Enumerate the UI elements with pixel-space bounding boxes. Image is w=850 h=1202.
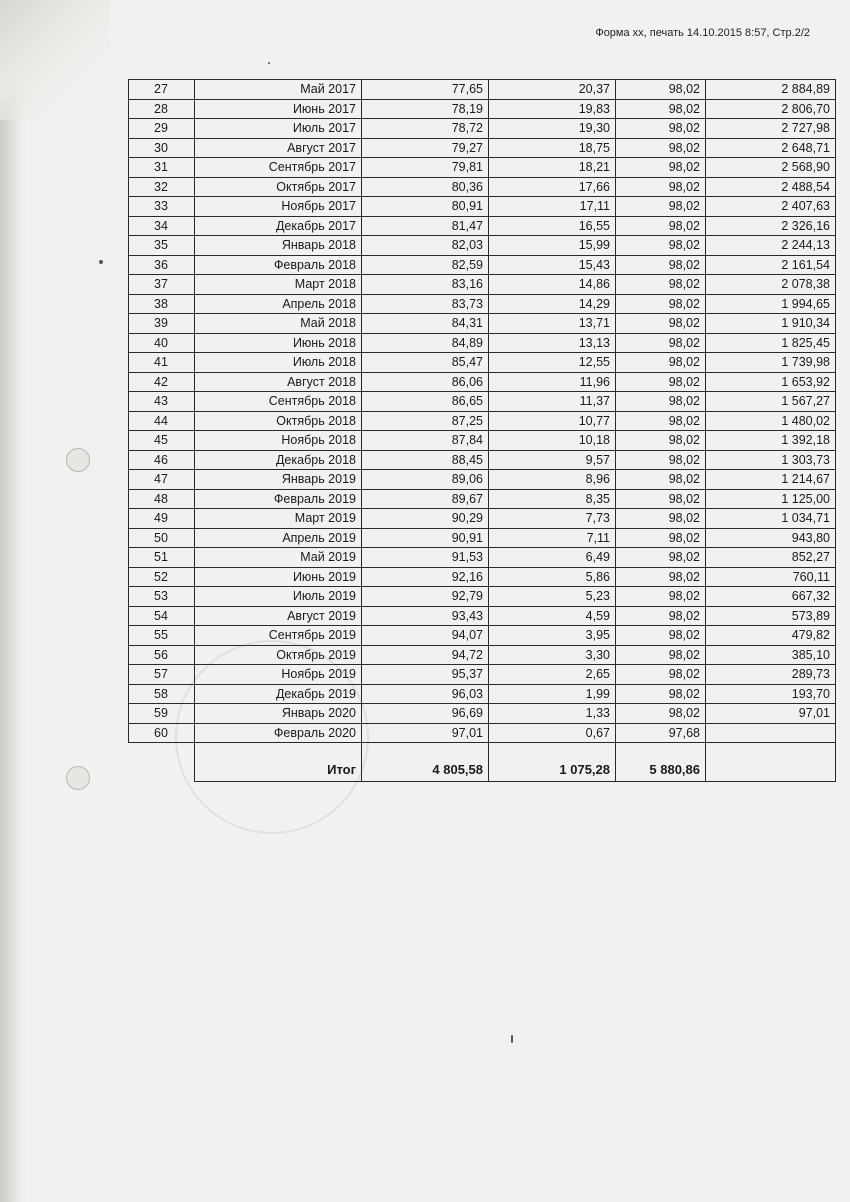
row-number-cell: 46 <box>129 450 195 470</box>
table-row <box>129 99 836 119</box>
payment-cell: 98,02 <box>616 567 706 587</box>
total-row <box>129 743 836 782</box>
balance-cell: 2 244,13 <box>706 236 836 256</box>
principal-cell: 92,16 <box>362 567 489 587</box>
interest-cell: 3,95 <box>489 626 616 646</box>
interest-cell: 9,57 <box>489 450 616 470</box>
principal-cell: 94,72 <box>362 645 489 665</box>
table-row <box>129 411 836 431</box>
principal-cell: 86,65 <box>362 392 489 412</box>
payment-cell: 98,02 <box>616 665 706 685</box>
month-cell: Январь 2020 <box>195 704 362 724</box>
payment-cell: 98,02 <box>616 158 706 178</box>
month-cell: Май 2018 <box>195 314 362 334</box>
interest-cell: 3,30 <box>489 645 616 665</box>
table-row <box>129 294 836 314</box>
table-row <box>129 567 836 587</box>
month-cell: Июль 2017 <box>195 119 362 139</box>
payment-cell: 98,02 <box>616 450 706 470</box>
table-row <box>129 626 836 646</box>
row-number-cell: 43 <box>129 392 195 412</box>
balance-cell <box>706 723 836 743</box>
interest-cell: 16,55 <box>489 216 616 236</box>
table-row <box>129 216 836 236</box>
table-row <box>129 314 836 334</box>
row-number-cell: 42 <box>129 372 195 392</box>
balance-cell: 573,89 <box>706 606 836 626</box>
principal-cell: 79,81 <box>362 158 489 178</box>
scan-speck <box>511 1035 513 1043</box>
payment-schedule-table <box>128 79 836 782</box>
month-cell: Февраль 2019 <box>195 489 362 509</box>
table-row <box>129 431 836 451</box>
row-number-cell: 39 <box>129 314 195 334</box>
balance-cell: 2 648,71 <box>706 138 836 158</box>
principal-cell: 77,65 <box>362 80 489 100</box>
table-row <box>129 723 836 743</box>
table-row <box>129 509 836 529</box>
row-number-cell: 44 <box>129 411 195 431</box>
interest-cell: 11,96 <box>489 372 616 392</box>
interest-cell: 19,83 <box>489 99 616 119</box>
month-cell: Ноябрь 2018 <box>195 431 362 451</box>
payment-cell: 98,02 <box>616 275 706 295</box>
row-number-cell: 55 <box>129 626 195 646</box>
payment-cell: 98,02 <box>616 314 706 334</box>
month-cell: Ноябрь 2019 <box>195 665 362 685</box>
row-number-cell: 29 <box>129 119 195 139</box>
payment-cell: 98,02 <box>616 216 706 236</box>
row-number-cell: 56 <box>129 645 195 665</box>
interest-cell: 14,86 <box>489 275 616 295</box>
interest-cell: 8,35 <box>489 489 616 509</box>
interest-cell: 5,23 <box>489 587 616 607</box>
interest-cell: 12,55 <box>489 353 616 373</box>
balance-cell: 2 884,89 <box>706 80 836 100</box>
payment-cell: 98,02 <box>616 431 706 451</box>
balance-cell: 2 568,90 <box>706 158 836 178</box>
month-cell: Июнь 2019 <box>195 567 362 587</box>
interest-cell: 20,37 <box>489 80 616 100</box>
payment-cell: 98,02 <box>616 606 706 626</box>
month-cell: Декабрь 2019 <box>195 684 362 704</box>
month-cell: Март 2019 <box>195 509 362 529</box>
month-cell: Сентябрь 2019 <box>195 626 362 646</box>
balance-cell: 2 407,63 <box>706 197 836 217</box>
row-number-cell: 27 <box>129 80 195 100</box>
total-payment: 5 880,86 <box>616 743 706 782</box>
row-number-cell: 59 <box>129 704 195 724</box>
principal-cell: 89,67 <box>362 489 489 509</box>
month-cell: Июнь 2018 <box>195 333 362 353</box>
table-row <box>129 333 836 353</box>
balance-cell: 193,70 <box>706 684 836 704</box>
row-number-cell: 47 <box>129 470 195 490</box>
month-cell: Август 2019 <box>195 606 362 626</box>
row-number-cell: 49 <box>129 509 195 529</box>
payment-cell: 98,02 <box>616 119 706 139</box>
table-row <box>129 255 836 275</box>
punch-hole <box>66 766 90 790</box>
month-cell: Декабрь 2018 <box>195 450 362 470</box>
interest-cell: 13,71 <box>489 314 616 334</box>
table-row <box>129 392 836 412</box>
balance-cell: 385,10 <box>706 645 836 665</box>
total-empty-cell <box>129 743 195 782</box>
principal-cell: 78,19 <box>362 99 489 119</box>
month-cell: Август 2017 <box>195 138 362 158</box>
principal-cell: 83,73 <box>362 294 489 314</box>
row-number-cell: 32 <box>129 177 195 197</box>
payment-cell: 98,02 <box>616 645 706 665</box>
principal-cell: 88,45 <box>362 450 489 470</box>
payment-cell: 98,02 <box>616 197 706 217</box>
table-row <box>129 528 836 548</box>
row-number-cell: 54 <box>129 606 195 626</box>
balance-cell: 667,32 <box>706 587 836 607</box>
interest-cell: 6,49 <box>489 548 616 568</box>
row-number-cell: 37 <box>129 275 195 295</box>
row-number-cell: 33 <box>129 197 195 217</box>
principal-cell: 96,69 <box>362 704 489 724</box>
balance-cell: 1 825,45 <box>706 333 836 353</box>
principal-cell: 80,36 <box>362 177 489 197</box>
month-cell: Январь 2018 <box>195 236 362 256</box>
payment-cell: 98,02 <box>616 528 706 548</box>
month-cell: Июль 2018 <box>195 353 362 373</box>
balance-cell: 760,11 <box>706 567 836 587</box>
table-row <box>129 450 836 470</box>
row-number-cell: 35 <box>129 236 195 256</box>
payment-cell: 98,02 <box>616 548 706 568</box>
balance-cell: 1 125,00 <box>706 489 836 509</box>
payment-cell: 98,02 <box>616 392 706 412</box>
row-number-cell: 58 <box>129 684 195 704</box>
principal-cell: 94,07 <box>362 626 489 646</box>
principal-cell: 84,89 <box>362 333 489 353</box>
principal-cell: 82,59 <box>362 255 489 275</box>
total-label: Итог <box>195 743 362 782</box>
payment-cell: 97,68 <box>616 723 706 743</box>
balance-cell: 943,80 <box>706 528 836 548</box>
principal-cell: 83,16 <box>362 275 489 295</box>
row-number-cell: 53 <box>129 587 195 607</box>
balance-cell: 1 567,27 <box>706 392 836 412</box>
principal-cell: 90,29 <box>362 509 489 529</box>
table-row <box>129 548 836 568</box>
table-row <box>129 353 836 373</box>
month-cell: Декабрь 2017 <box>195 216 362 236</box>
balance-cell: 2 078,38 <box>706 275 836 295</box>
interest-cell: 1,33 <box>489 704 616 724</box>
month-cell: Февраль 2018 <box>195 255 362 275</box>
month-cell: Апрель 2019 <box>195 528 362 548</box>
payment-cell: 98,02 <box>616 411 706 431</box>
payment-cell: 98,02 <box>616 489 706 509</box>
payment-cell: 98,02 <box>616 99 706 119</box>
print-header: Форма хх, печать 14.10.2015 8:57, Стр.2/2 <box>595 27 810 39</box>
row-number-cell: 34 <box>129 216 195 236</box>
payment-cell: 98,02 <box>616 236 706 256</box>
month-cell: Октябрь 2018 <box>195 411 362 431</box>
row-number-cell: 28 <box>129 99 195 119</box>
balance-cell: 1 739,98 <box>706 353 836 373</box>
balance-cell: 2 806,70 <box>706 99 836 119</box>
table-row <box>129 197 836 217</box>
interest-cell: 7,11 <box>489 528 616 548</box>
total-principal: 4 805,58 <box>362 743 489 782</box>
payment-cell: 98,02 <box>616 704 706 724</box>
row-number-cell: 60 <box>129 723 195 743</box>
row-number-cell: 30 <box>129 138 195 158</box>
principal-cell: 82,03 <box>362 236 489 256</box>
payment-cell: 98,02 <box>616 372 706 392</box>
table-row <box>129 489 836 509</box>
interest-cell: 0,67 <box>489 723 616 743</box>
interest-cell: 15,99 <box>489 236 616 256</box>
principal-cell: 78,72 <box>362 119 489 139</box>
principal-cell: 97,01 <box>362 723 489 743</box>
month-cell: Сентябрь 2017 <box>195 158 362 178</box>
interest-cell: 13,13 <box>489 333 616 353</box>
balance-cell: 1 392,18 <box>706 431 836 451</box>
principal-cell: 87,25 <box>362 411 489 431</box>
page-fold <box>0 0 110 120</box>
payment-cell: 98,02 <box>616 333 706 353</box>
principal-cell: 96,03 <box>362 684 489 704</box>
interest-cell: 17,11 <box>489 197 616 217</box>
row-number-cell: 52 <box>129 567 195 587</box>
table-row <box>129 645 836 665</box>
row-number-cell: 45 <box>129 431 195 451</box>
table-row <box>129 236 836 256</box>
month-cell: Август 2018 <box>195 372 362 392</box>
payment-cell: 98,02 <box>616 353 706 373</box>
payment-cell: 98,02 <box>616 255 706 275</box>
balance-cell: 97,01 <box>706 704 836 724</box>
principal-cell: 89,06 <box>362 470 489 490</box>
balance-cell: 1 910,34 <box>706 314 836 334</box>
payment-cell: 98,02 <box>616 80 706 100</box>
table-row <box>129 684 836 704</box>
principal-cell: 84,31 <box>362 314 489 334</box>
table-row <box>129 470 836 490</box>
row-number-cell: 50 <box>129 528 195 548</box>
payment-cell: 98,02 <box>616 626 706 646</box>
table-row <box>129 606 836 626</box>
row-number-cell: 36 <box>129 255 195 275</box>
principal-cell: 93,43 <box>362 606 489 626</box>
table-row <box>129 177 836 197</box>
table-row <box>129 587 836 607</box>
principal-cell: 85,47 <box>362 353 489 373</box>
balance-cell: 852,27 <box>706 548 836 568</box>
balance-cell: 1 034,71 <box>706 509 836 529</box>
table-row <box>129 275 836 295</box>
interest-cell: 15,43 <box>489 255 616 275</box>
interest-cell: 7,73 <box>489 509 616 529</box>
month-cell: Май 2017 <box>195 80 362 100</box>
payment-cell: 98,02 <box>616 294 706 314</box>
month-cell: Апрель 2018 <box>195 294 362 314</box>
balance-cell: 2 326,16 <box>706 216 836 236</box>
table-row <box>129 80 836 100</box>
table-row <box>129 665 836 685</box>
payment-cell: 98,02 <box>616 177 706 197</box>
total-balance-empty <box>706 743 836 782</box>
balance-cell: 1 653,92 <box>706 372 836 392</box>
row-number-cell: 57 <box>129 665 195 685</box>
row-number-cell: 48 <box>129 489 195 509</box>
principal-cell: 91,53 <box>362 548 489 568</box>
table-row <box>129 138 836 158</box>
balance-cell: 1 303,73 <box>706 450 836 470</box>
interest-cell: 14,29 <box>489 294 616 314</box>
interest-cell: 17,66 <box>489 177 616 197</box>
interest-cell: 10,18 <box>489 431 616 451</box>
interest-cell: 11,37 <box>489 392 616 412</box>
row-number-cell: 38 <box>129 294 195 314</box>
balance-cell: 2 727,98 <box>706 119 836 139</box>
interest-cell: 1,99 <box>489 684 616 704</box>
row-number-cell: 40 <box>129 333 195 353</box>
principal-cell: 87,84 <box>362 431 489 451</box>
balance-cell: 2 161,54 <box>706 255 836 275</box>
month-cell: Ноябрь 2017 <box>195 197 362 217</box>
balance-cell: 1 994,65 <box>706 294 836 314</box>
month-cell: Май 2019 <box>195 548 362 568</box>
interest-cell: 10,77 <box>489 411 616 431</box>
principal-cell: 90,91 <box>362 528 489 548</box>
principal-cell: 86,06 <box>362 372 489 392</box>
principal-cell: 79,27 <box>362 138 489 158</box>
month-cell: Июль 2019 <box>195 587 362 607</box>
interest-cell: 2,65 <box>489 665 616 685</box>
principal-cell: 95,37 <box>362 665 489 685</box>
month-cell: Январь 2019 <box>195 470 362 490</box>
interest-cell: 4,59 <box>489 606 616 626</box>
total-interest: 1 075,28 <box>489 743 616 782</box>
table-body <box>129 80 836 743</box>
principal-cell: 92,79 <box>362 587 489 607</box>
payment-cell: 98,02 <box>616 470 706 490</box>
interest-cell: 19,30 <box>489 119 616 139</box>
row-number-cell: 41 <box>129 353 195 373</box>
table-row <box>129 704 836 724</box>
interest-cell: 18,21 <box>489 158 616 178</box>
table-row <box>129 158 836 178</box>
table-row <box>129 372 836 392</box>
balance-cell: 1 480,02 <box>706 411 836 431</box>
payment-cell: 98,02 <box>616 587 706 607</box>
punch-hole <box>66 448 90 472</box>
interest-cell: 5,86 <box>489 567 616 587</box>
table-row <box>129 119 836 139</box>
payment-cell: 98,02 <box>616 509 706 529</box>
payment-cell: 98,02 <box>616 684 706 704</box>
principal-cell: 80,91 <box>362 197 489 217</box>
payment-cell: 98,02 <box>616 138 706 158</box>
row-number-cell: 31 <box>129 158 195 178</box>
month-cell: Июнь 2017 <box>195 99 362 119</box>
scan-speck <box>268 62 270 64</box>
month-cell: Март 2018 <box>195 275 362 295</box>
balance-cell: 2 488,54 <box>706 177 836 197</box>
month-cell: Октябрь 2017 <box>195 177 362 197</box>
month-cell: Сентябрь 2018 <box>195 392 362 412</box>
page-edge-shadow <box>0 0 28 1202</box>
row-number-cell: 51 <box>129 548 195 568</box>
month-cell: Февраль 2020 <box>195 723 362 743</box>
month-cell: Октябрь 2019 <box>195 645 362 665</box>
balance-cell: 1 214,67 <box>706 470 836 490</box>
principal-cell: 81,47 <box>362 216 489 236</box>
balance-cell: 479,82 <box>706 626 836 646</box>
balance-cell: 289,73 <box>706 665 836 685</box>
interest-cell: 18,75 <box>489 138 616 158</box>
scan-speck <box>99 260 103 264</box>
interest-cell: 8,96 <box>489 470 616 490</box>
